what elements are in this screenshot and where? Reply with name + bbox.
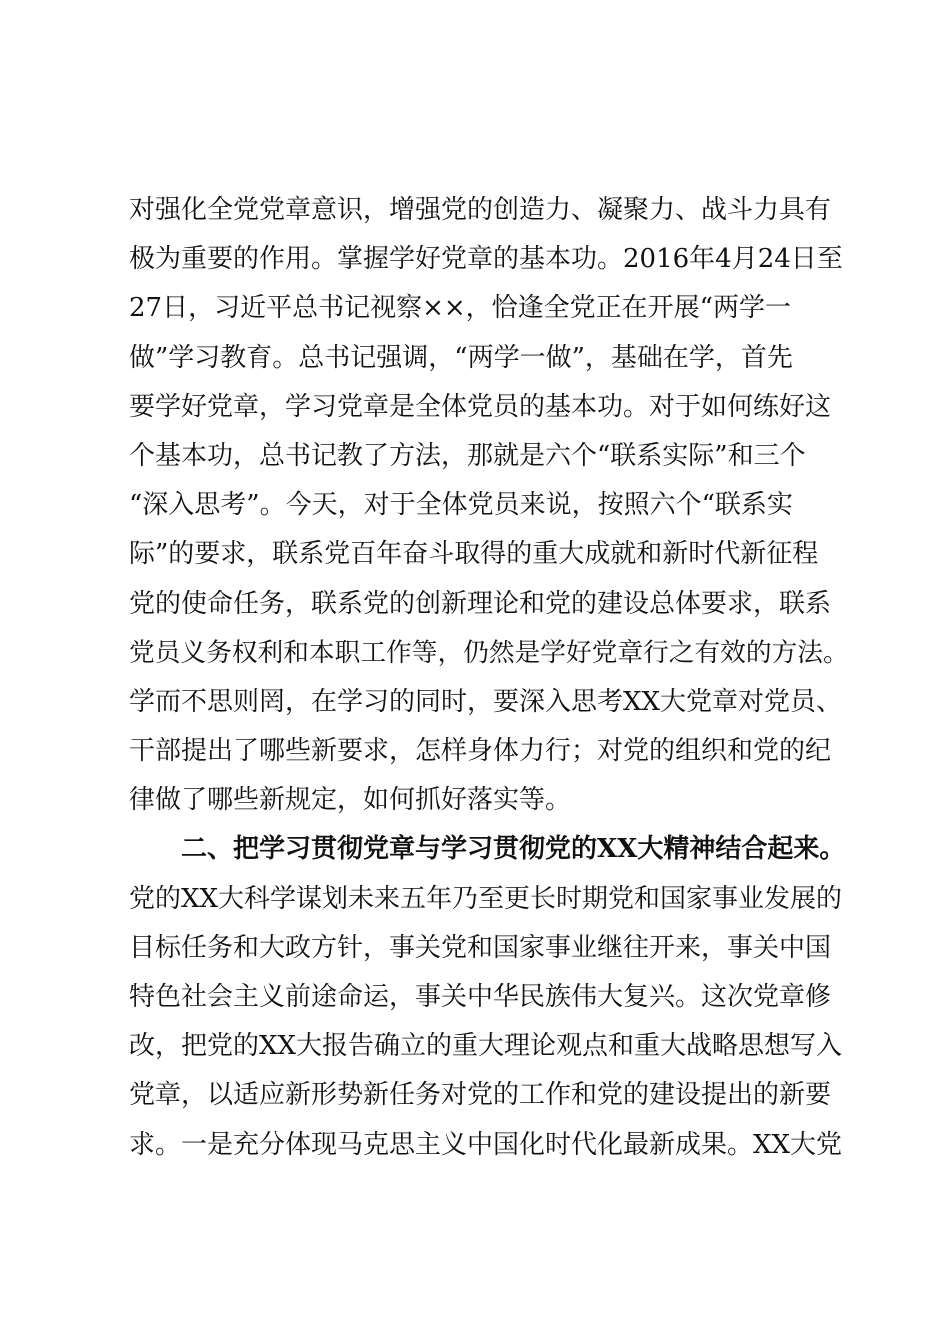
document-body [129,186,849,1170]
text-line: 党章，以适应新形势新任务对党的工作和党的建设提出的新要 [129,1080,832,1111]
text-line: 极为重要的作用。掌握学好党章的基本功。2016年4月24日至 [129,244,843,275]
text-line: 求。一是充分体现马克思主义中国化时代化最新成果。XX大党 [129,1129,843,1160]
text-line: 做”学习教育。总书记强调，“两学一做”，基础在学，首先 [129,342,793,373]
text-line: 要学好党章，学习党章是全体党员的基本功。对于如何练好这 [129,391,832,422]
text-line: 律做了哪些新规定，如何抓好落实等。 [129,785,572,816]
text-line: 党的使命任务，联系党的创新理论和党的建设总体要求，联系 [129,588,832,619]
section-heading: 二、把学习贯彻党章与学习贯彻党的XX大精神结合起来。 [181,834,846,865]
text-line: 对强化全党党章意识，增强党的创造力、凝聚力、战斗力具有 [129,195,832,225]
text-line: 党员义务权利和本职工作等，仍然是学好党章行之有效的方法。 [129,637,849,668]
text-line: 目标任务和大政方针，事关党和国家事业继往开来，事关中国 [129,932,832,963]
text-line: 际”的要求，联系党百年奋斗取得的重大成就和新时代新征程 [129,539,819,570]
text-line: 特色社会主义前途命运，事关中华民族伟大复兴。这次党章修 [129,982,832,1012]
text-line: 干部提出了哪些新要求，怎样身体力行；对党的组织和党的纪 [129,736,832,767]
text-line: 个基本功，总书记教了方法，那就是六个“联系实际”和三个 [129,440,806,471]
text-line: 学而不思则罔，在学习的同时，要深入思考XX大党章对党员、 [129,686,843,717]
text-line: 27日，习近平总书记视察××，恰逢全党正在开展“两学一 [129,293,791,324]
text-line: 党的XX大科学谋划未来五年乃至更长时期党和国家事业发展的 [129,883,843,914]
text-line: “深入思考”。今天，对于全体党员来说，按照六个“联系实 [129,490,793,521]
text-line: 改，把党的XX大报告确立的重大理论观点和重大战略思想写入 [129,1031,843,1062]
